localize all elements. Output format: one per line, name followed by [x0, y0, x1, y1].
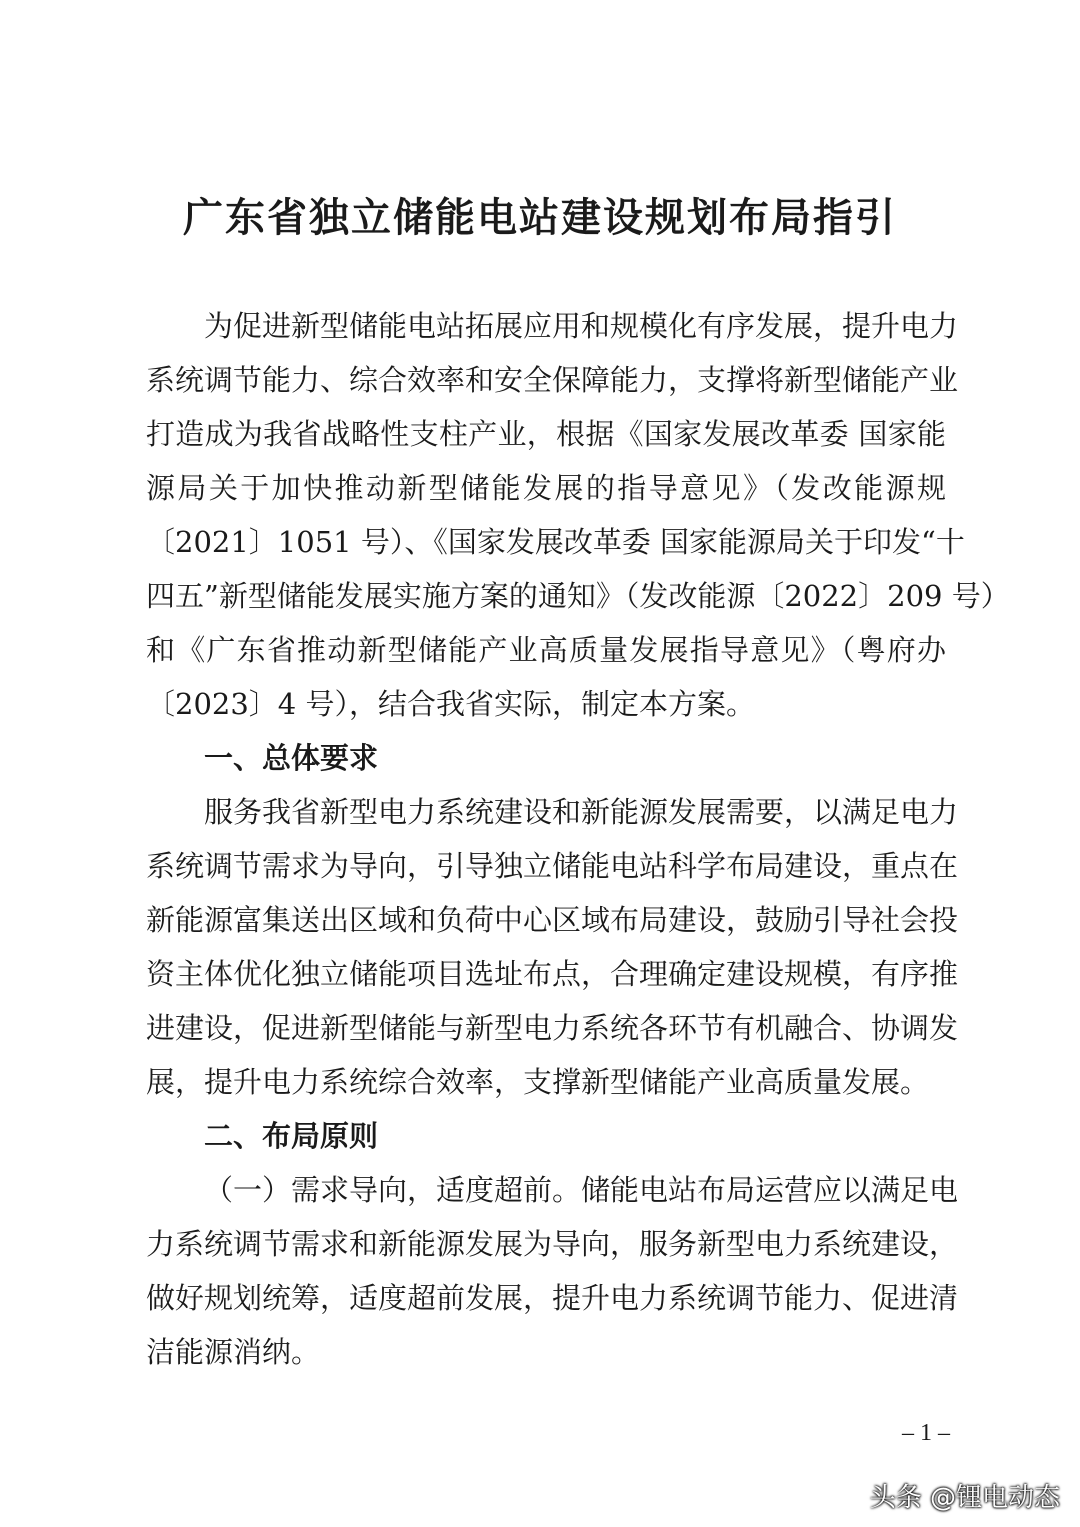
paragraph-line: 洁能源消纳。 [146, 1335, 321, 1369]
paragraph-line: 〔2023〕4 号），结合我省实际，制定本方案。 [146, 687, 755, 721]
paragraph-line: 为促进新型储能电站拓展应用和规模化有序发展，提升电力 [204, 309, 959, 343]
paragraph-line: （一）需求导向，适度超前。储能电站布局运营应以满足电 [204, 1173, 959, 1207]
paragraph-line: 系统调节需求为导向，引导独立储能电站科学布局建设，重点在 [146, 849, 959, 883]
paragraph-line: 源局关于加快推动新型储能发展的指导意见》（发改能源规 [146, 471, 946, 505]
section-heading: 二、布局原则 [204, 1119, 379, 1153]
document-title: 广东省独立储能电站建设规划布局指引 [183, 194, 897, 241]
section-heading: 一、总体要求 [204, 741, 379, 775]
watermark-text: 头条 @锂电动态 [869, 1483, 1060, 1513]
paragraph-line: 展，提升电力系统综合效率，支撑新型储能产业高质量发展。 [146, 1065, 930, 1099]
paragraph-line: 资主体优化独立储能项目选址布点，合理确定建设规模，有序推 [146, 957, 959, 991]
paragraph-line: 力系统调节需求和新能源发展为导向，服务新型电力系统建设， [146, 1227, 959, 1261]
paragraph-line: 系统调节能力、综合效率和安全保障能力，支撑将新型储能产业 [146, 363, 959, 397]
paragraph-line: 做好规划统筹，适度超前发展，提升电力系统调节能力、促进清 [146, 1281, 959, 1315]
paragraph-line: 服务我省新型电力系统建设和新能源发展需要，以满足电力 [204, 795, 959, 829]
page-number: – 1 – [902, 1420, 950, 1446]
paragraph-line: 〔2021〕1051 号）、《国家发展改革委 国家能源局关于印发“十 [146, 525, 965, 559]
paragraph-line: 四五”新型储能发展实施方案的通知》（发改能源〔2022〕209 号） [146, 579, 1010, 613]
paragraph-line: 打造成为我省战略性支柱产业，根据《国家发展改革委 国家能 [146, 417, 946, 451]
paragraph-line: 和《广东省推动新型储能产业高质量发展指导意见》（粤府办 [146, 633, 946, 667]
paragraph-line: 新能源富集送出区域和负荷中心区域布局建设，鼓励引导社会投 [146, 903, 959, 937]
paragraph-line: 进建设，促进新型储能与新型电力系统各环节有机融合、协调发 [146, 1011, 959, 1045]
